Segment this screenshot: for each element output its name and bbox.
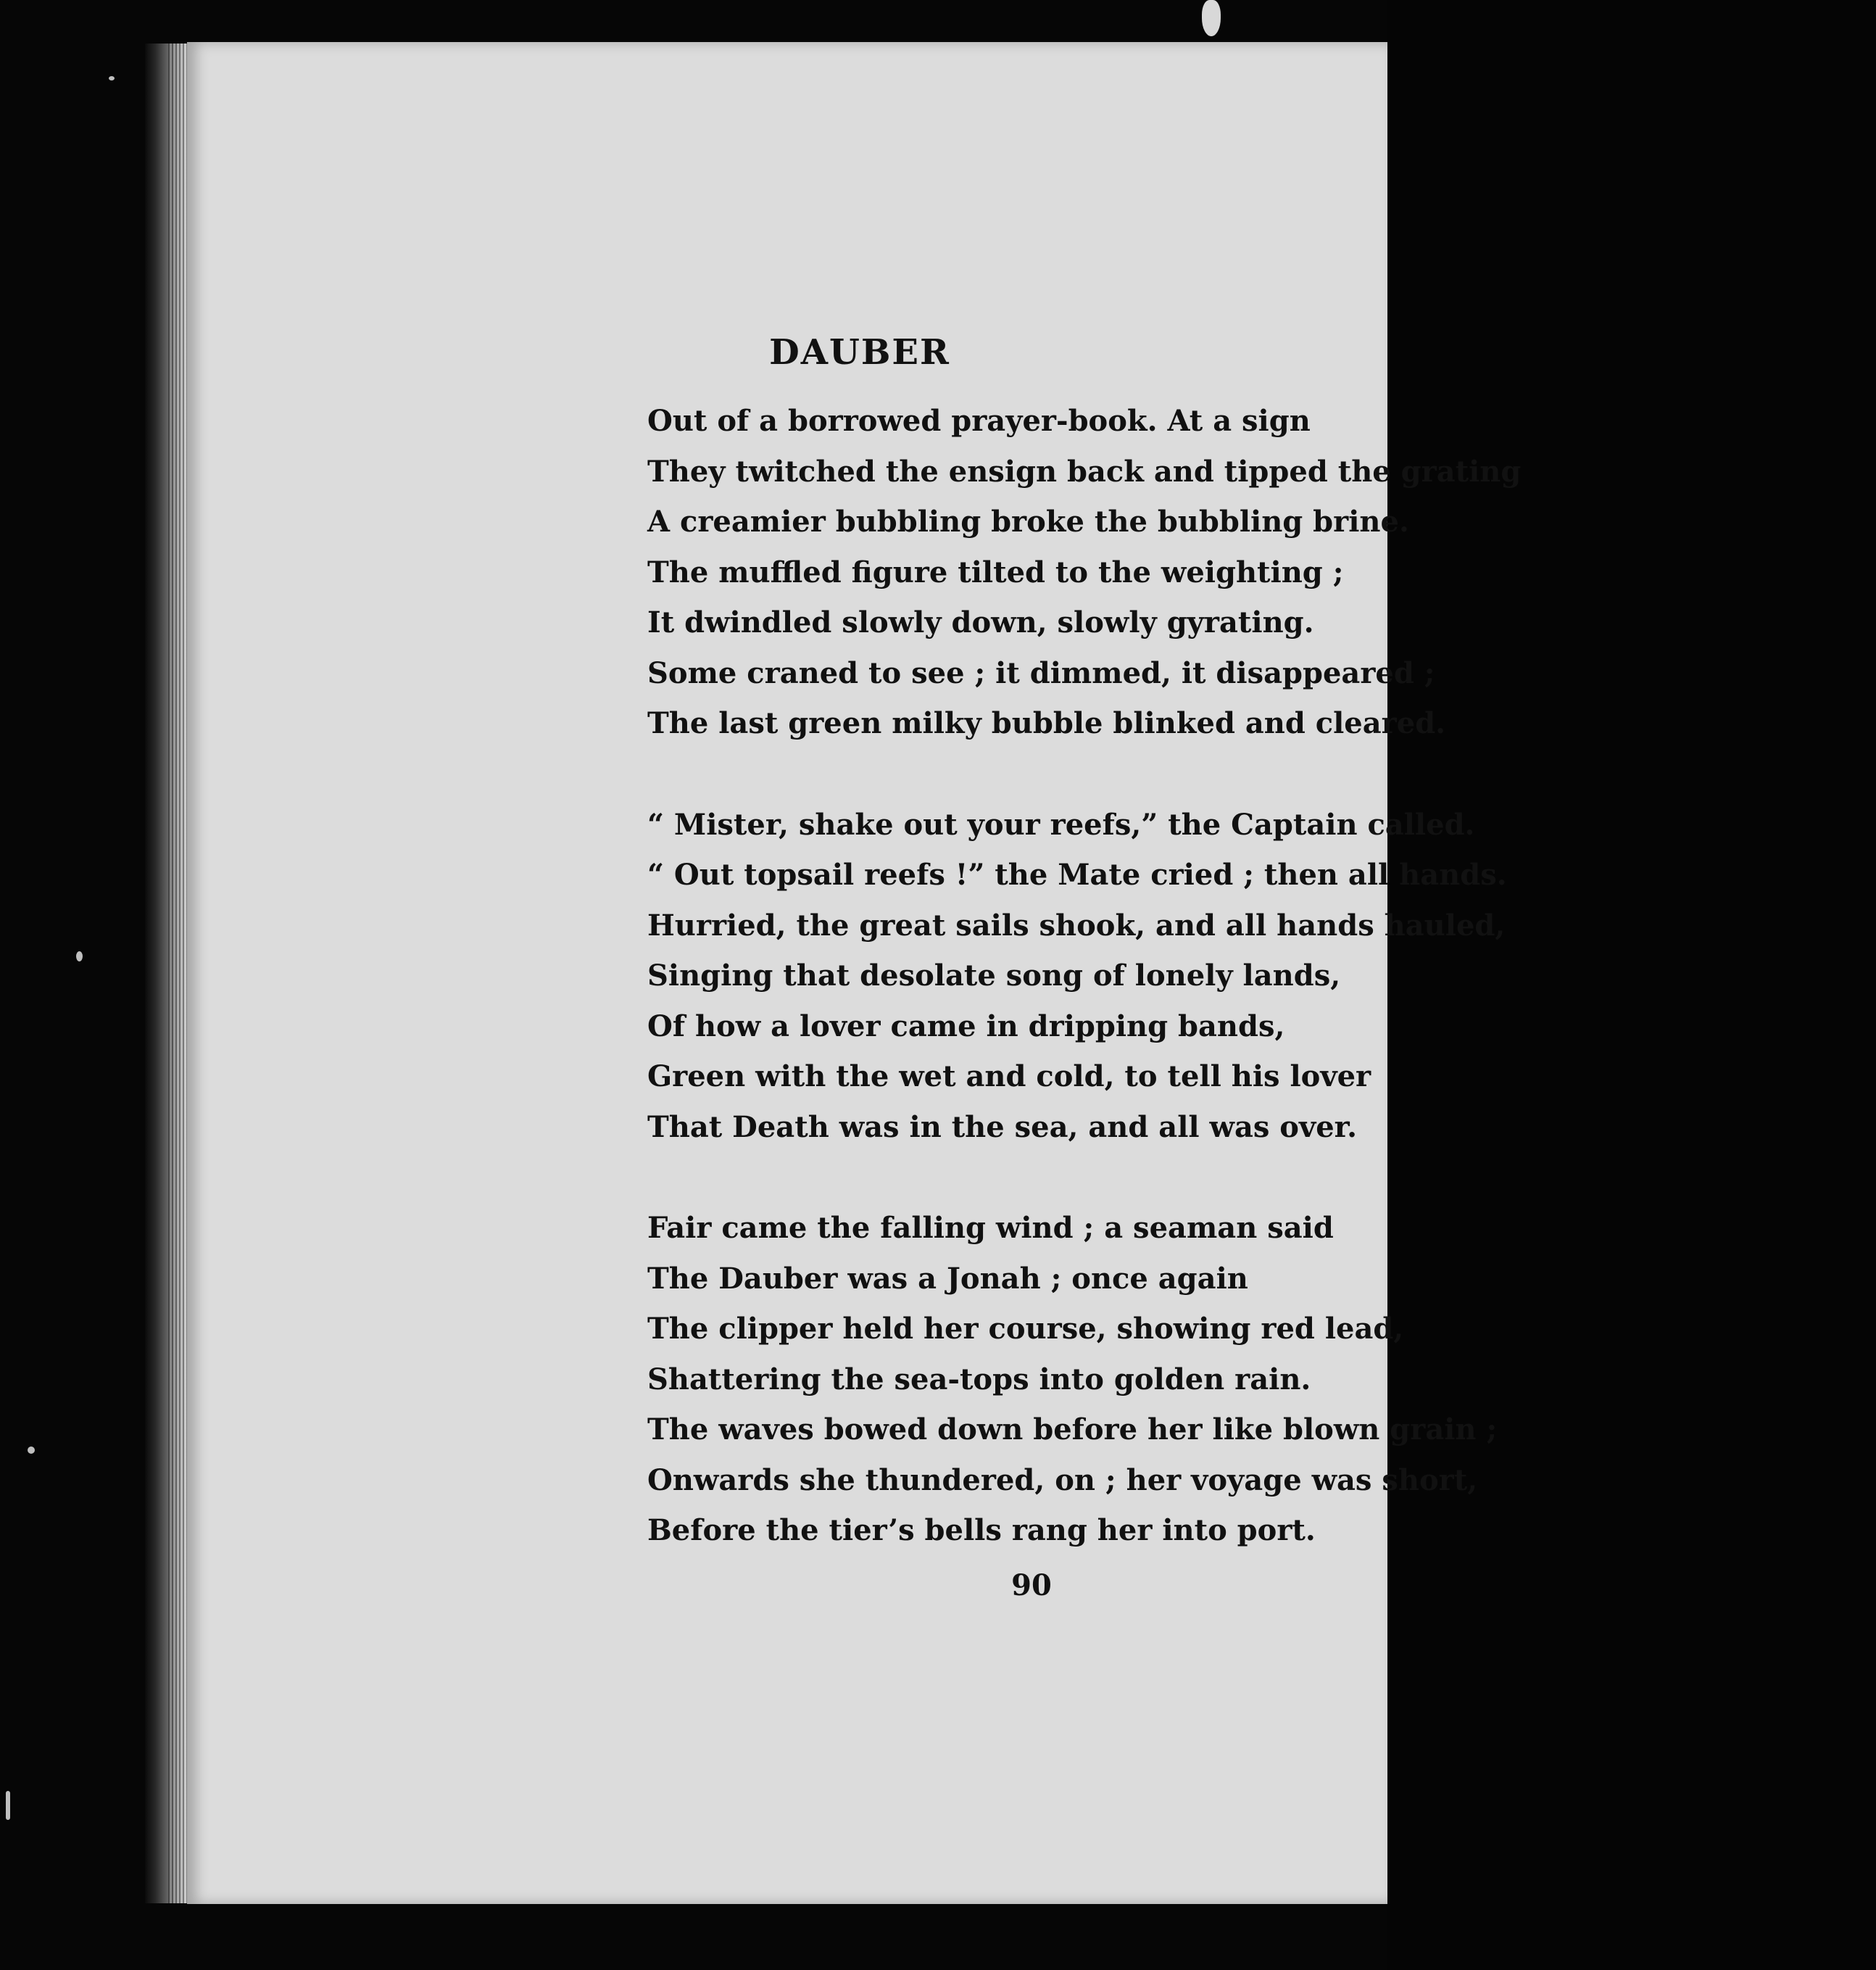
stanza-3 (647, 1203, 1498, 1556)
page-title: DAUBER (769, 332, 950, 373)
dust-speck (28, 1447, 35, 1454)
verse-line: Onwards she thundered, on ; her voyage was short, (647, 1462, 1478, 1497)
verse-line: The last green milky bubble blinked and cleared. (647, 706, 1446, 740)
dust-speck (109, 76, 115, 80)
verse-line: “ Mister, shake out your reefs,” the Captain called. (647, 807, 1475, 842)
verse-line: The clipper held her course, showing red lead, (647, 1312, 1404, 1346)
dust-speck (6, 1791, 10, 1820)
verse-line: Shattering the sea-tops into golden rain. (647, 1362, 1311, 1396)
verse-line: The muffled figure tilted to the weighting ; (647, 555, 1344, 589)
verse-line: Out of a borrowed prayer-book. At a sign (647, 404, 1311, 438)
verse-line: Some craned to see ; it dimmed, it disappeared ; (647, 655, 1435, 690)
stanza-2 (647, 800, 1507, 1153)
scan-artifact (1202, 0, 1221, 36)
verse-line: Green with the wet and cold, to tell his lover (647, 1059, 1371, 1093)
verse-line: Singing that desolate song of lonely lands, (647, 959, 1341, 993)
verse-line: “ Out topsail reefs !” the Mate cried ; then all hands. (647, 858, 1507, 892)
verse-line: Of how a lover came in dripping bands, (647, 1009, 1285, 1043)
poem-body (647, 396, 1522, 1556)
verse-line: Fair came the falling wind ; a seaman said (647, 1211, 1334, 1245)
verse-line: Hurried, the great sails shook, and all hands hauled, (647, 908, 1506, 943)
dust-speck (76, 951, 83, 961)
verse-line: Before the tier’s bells rang her into port. (647, 1513, 1316, 1547)
verse-line: The Dauber was a Jonah ; once again (647, 1261, 1248, 1296)
book-page (187, 42, 1522, 1904)
verse-line: A creamier bubbling broke the bubbling brine. (647, 505, 1409, 539)
page-number: 90 (1011, 1568, 1052, 1602)
verse-line: The waves bowed down before her like blown grain ; (647, 1412, 1498, 1447)
stanza-1 (647, 396, 1522, 749)
verse-line: It dwindled slowly down, slowly gyrating. (647, 605, 1314, 640)
verse-line: They twitched the ensign back and tipped the grating (647, 454, 1522, 489)
verse-line: That Death was in the sea, and all was over. (647, 1109, 1358, 1144)
